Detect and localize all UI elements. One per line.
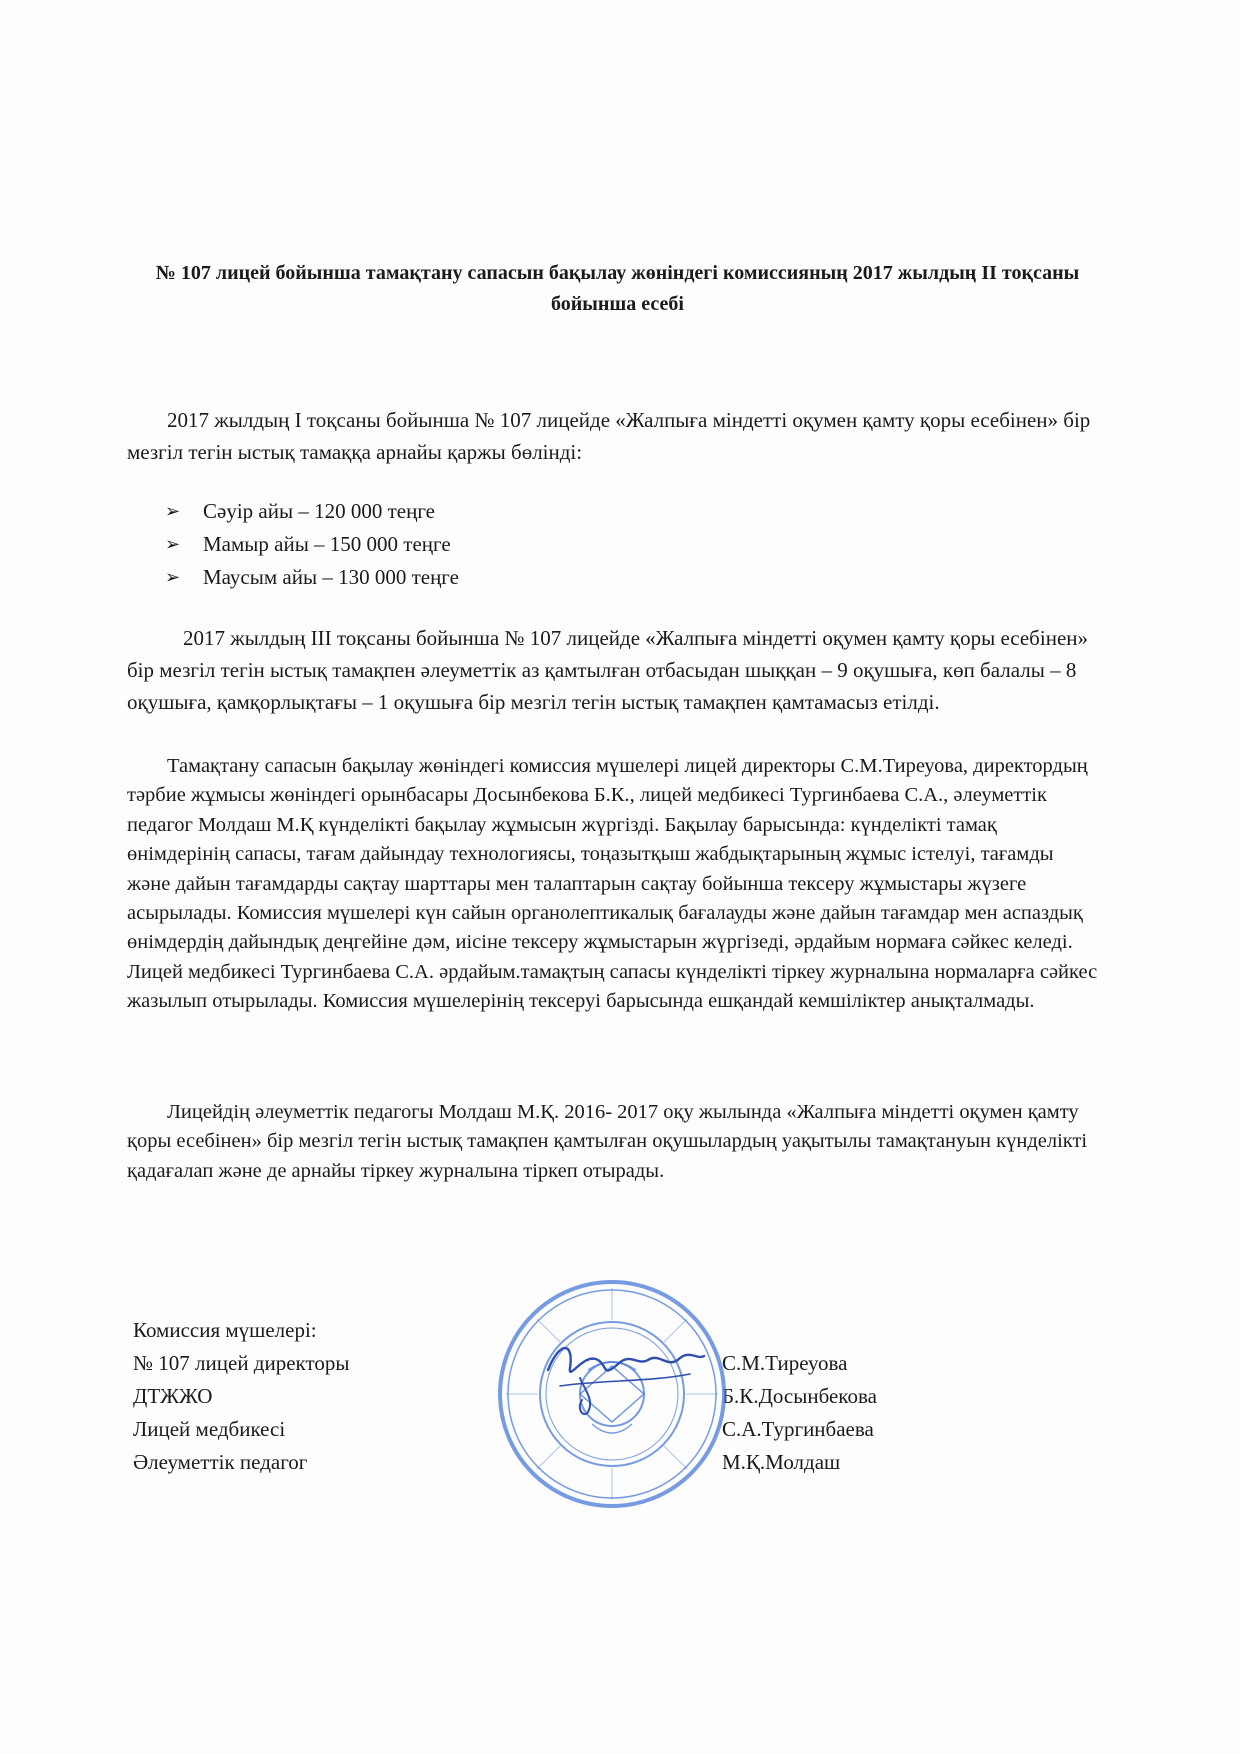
role-label: Әлеуметтік педагог [133, 1450, 308, 1474]
paragraph-text: Лицейдің әлеуметтік педагогы Молдаш М.Қ. 2016- 2017 оқу жылында «Жалпыға міндетті оқумен қамту қоры есебінен» бір мезгіл тегін ыстық тамақпен қамтылған оқушылардың уақытылы тамақтануын күнделікті қадағалап және де арнайы тіркеу журналына тіркеп отырады. [127, 1101, 1088, 1182]
list-item [165, 495, 459, 528]
paragraph-text: 2017 жылдың I тоқсаны бойынша № 107 лицейде «Жалпыға міндетті оқумен қамту қоры есебінен» бір мезгіл тегін ыстық тамаққа арнайы қаржы бөлінді: [127, 408, 1091, 464]
list-item-text: Маусым айы – 130 000 теңге [203, 565, 459, 589]
handwritten-signature-icon [540, 1330, 710, 1420]
list-item-text: Сәуір айы – 120 000 теңге [203, 499, 435, 523]
list-item-text: Мамыр айы – 150 000 теңге [203, 532, 451, 556]
funding-list [165, 495, 459, 594]
paragraph-text: Тамақтану сапасын бақылау жөніндегі комиссия мүшелері лицей директоры С.М.Тиреуова, директордың тәрбие жұмысы жөніндегі орынбасары Досынбекова Б.К., лицей медбикесі Тургинбаева С.А., әлеуметтік педагог Молдаш М.Қ күнделікті бақылау жұмысын жүргізді. Бақылау барысында: күнделікті тамақ өнімдерінің сапасы, тағам дайындау технологиясы, тоңазытқыш жабдықтарының жұмыс істелуі, тағамды және дайын тағамдарды сақтау шарттары мен талаптарын сақтау бойынша тексеру жұмыстары жүзеге асырылады. Комиссия мүшелері күн сайын органолептикалық бағалауды және дайын тағамдар мен аспаздық өнімдердің дайындық деңгейіне дәм, иісіне тексеру жұмыстарын жүргізеді, әрдайым нормаға сәйкес келеді. Лицей медбикесі Тургинбаева С.А. әрдайым.тамақтың сапасы күнделікті тіркеу журналына нормаларға сәйкес жазылып отырылады. Комиссия мүшелерінің тексеруі барысында ешқандай кемшіліктер анықталмады. [127, 755, 1098, 1013]
signature-heading: Комиссия мүшелері: [133, 1318, 317, 1342]
list-item [165, 561, 459, 594]
signatory-name: М.Қ.Молдаш [722, 1450, 841, 1474]
role-label: № 107 лицей директоры [133, 1351, 350, 1375]
page-title: № 107 лицей бойынша тамақтану сапасын бақылау жөніндегі комиссияның 2017 жылдың II тоқсаны бойынша есебі [155, 262, 1080, 315]
paragraph-text: 2017 жылдың III тоқсаны бойынша № 107 лицейде «Жалпыға міндетті оқумен қамту қоры есебінен» бір мезгіл тегін ыстық тамақпен әлеуметтік аз қамтылған отбасыдан шыққан – 9 оқушыға, көп балалы – 8 оқушыға, қамқорлықтағы – 1 оқушыға бір мезгіл тегін ыстық тамақпен қамтамасыз етілді. [127, 626, 1088, 714]
role-label: ДТЖЖО [133, 1384, 213, 1408]
paragraph-funding [127, 404, 1102, 468]
official-seal-icon [492, 1274, 732, 1514]
paragraph-commission [127, 752, 1102, 1017]
signature-names [722, 1347, 877, 1479]
paragraph-social-pedagogue [127, 1098, 1102, 1186]
paragraph-coverage [127, 622, 1102, 718]
arrow-bullet-icon: ➢ [165, 501, 181, 521]
arrow-bullet-icon: ➢ [165, 567, 181, 587]
arrow-bullet-icon: ➢ [165, 534, 181, 554]
signature-roles [133, 1314, 349, 1479]
list-item [165, 528, 459, 561]
signatory-name: Б.К.Досынбекова [722, 1384, 877, 1408]
role-label: Лицей медбикесі [133, 1417, 286, 1441]
signatory-name: С.М.Тиреуова [722, 1351, 848, 1375]
signatory-name: С.А.Тургинбаева [722, 1417, 874, 1441]
